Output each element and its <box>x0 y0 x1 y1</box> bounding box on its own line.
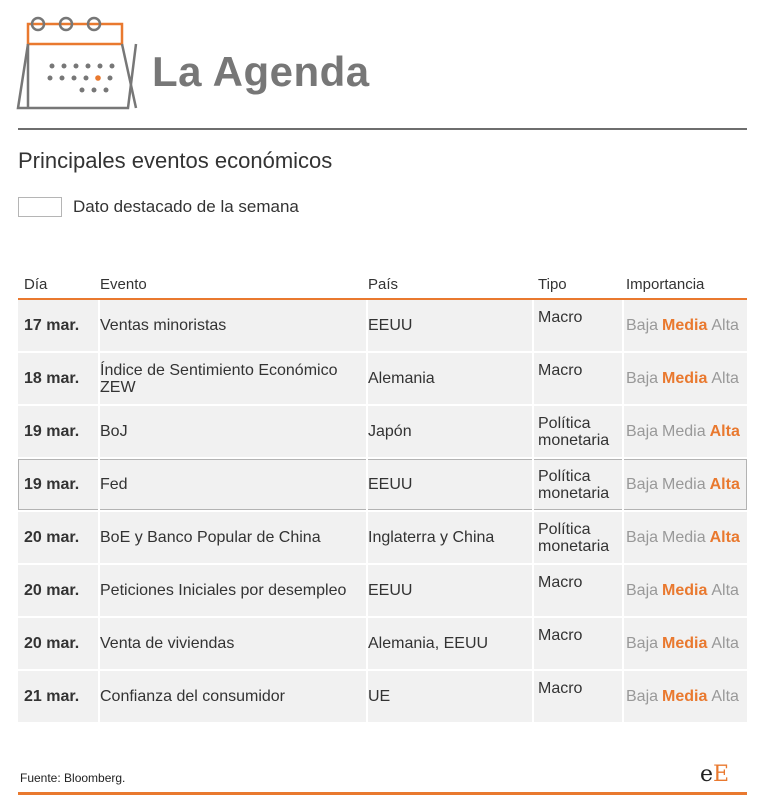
cell-dia: 19 mar. <box>24 476 80 493</box>
importance-level: Baja <box>626 317 659 334</box>
cell-tipo: Macro <box>538 680 583 697</box>
importance-level: Baja <box>626 423 659 440</box>
table-row <box>18 565 747 616</box>
column-separator <box>622 406 624 457</box>
column-separator <box>98 353 100 404</box>
cell-importancia <box>626 353 746 404</box>
cell-pais: EEUU <box>368 317 413 334</box>
calendar-icon <box>14 12 140 116</box>
cell-tipo: Macro <box>538 574 583 591</box>
importance-level: Alta <box>711 317 739 334</box>
cell-tipo: Política monetaria <box>538 521 610 555</box>
cell-dia: 19 mar. <box>24 423 80 440</box>
cell-tipo: Macro <box>538 362 583 379</box>
legend-swatch <box>18 197 62 217</box>
importance-level: Alta <box>711 582 739 599</box>
column-separator <box>532 459 534 510</box>
column-separator <box>98 565 100 616</box>
cell-importancia <box>626 300 746 351</box>
column-separator <box>98 618 100 669</box>
cell-dia: 20 mar. <box>24 529 80 546</box>
column-separator <box>98 671 100 722</box>
cell-importancia <box>626 565 746 616</box>
cell-importancia <box>626 512 746 563</box>
column-separator <box>98 512 100 563</box>
importance-level: Media <box>662 688 708 705</box>
importance-level: Baja <box>626 582 659 599</box>
header <box>0 0 770 128</box>
cell-importancia <box>626 618 746 669</box>
cell-pais: EEUU <box>368 582 413 599</box>
column-header-tipo: Tipo <box>538 276 567 293</box>
importance-level: Media <box>662 582 708 599</box>
publisher-logo <box>700 762 729 787</box>
importance-level: Media <box>662 423 706 440</box>
cell-evento: BoJ <box>100 423 128 440</box>
page-title: La Agenda <box>152 48 370 95</box>
cell-pais: UE <box>368 688 391 705</box>
importance-level: Baja <box>626 476 659 493</box>
importance-level: Alta <box>711 370 739 387</box>
column-separator <box>622 353 624 404</box>
cell-tipo: Política monetaria <box>538 415 610 449</box>
column-separator <box>366 406 368 457</box>
legend <box>18 195 299 219</box>
column-separator <box>366 353 368 404</box>
table-row <box>18 512 747 563</box>
importance-level: Baja <box>626 688 659 705</box>
importance-level: Alta <box>711 635 739 652</box>
column-separator <box>622 618 624 669</box>
importance-level: Alta <box>709 529 740 546</box>
legend-label: Dato destacado de la semana <box>73 197 299 216</box>
column-separator <box>532 512 534 563</box>
source-note: Fuente: Bloomberg. <box>20 771 126 785</box>
cell-pais: Alemania, EEUU <box>368 635 489 652</box>
events-table <box>18 270 747 722</box>
cell-pais: Alemania <box>368 370 435 387</box>
cell-evento: BoE y Banco Popular de China <box>100 529 321 546</box>
column-separator <box>366 459 368 510</box>
importance-level: Alta <box>709 476 740 493</box>
column-separator <box>98 406 100 457</box>
table-header <box>18 270 747 300</box>
column-separator <box>622 459 624 510</box>
importance-level: Baja <box>626 635 659 652</box>
section-title: Principales eventos económicos <box>18 148 333 173</box>
importance-level: Media <box>662 317 708 334</box>
logo-small-letter: e <box>700 762 714 787</box>
column-separator <box>98 459 100 510</box>
importance-level: Media <box>662 476 706 493</box>
column-header-importancia: Importancia <box>626 276 705 293</box>
cell-dia: 17 mar. <box>24 317 80 334</box>
table-row <box>18 300 747 351</box>
cell-pais: Inglaterra y China <box>368 529 495 546</box>
importance-level: Baja <box>626 529 659 546</box>
cell-pais: Japón <box>368 423 412 440</box>
table-row <box>18 618 747 669</box>
table-row <box>18 671 747 722</box>
cell-evento: Índice de Sentimiento Económico ZEW <box>100 361 338 396</box>
cell-importancia <box>626 671 746 722</box>
column-separator <box>532 300 534 351</box>
column-separator <box>532 353 534 404</box>
column-header-evento: Evento <box>100 276 147 293</box>
importance-level: Alta <box>711 688 739 705</box>
table-row <box>18 353 747 404</box>
column-separator <box>366 671 368 722</box>
column-separator <box>532 618 534 669</box>
footer-divider <box>18 792 747 795</box>
column-separator <box>366 565 368 616</box>
cell-evento: Peticiones Iniciales por desempleo <box>100 582 347 599</box>
column-separator <box>366 300 368 351</box>
column-header-pais: País <box>368 276 399 293</box>
column-separator <box>532 671 534 722</box>
cell-evento: Confianza del consumidor <box>100 688 285 705</box>
importance-level: Media <box>662 370 708 387</box>
cell-evento: Ventas minoristas <box>100 317 227 334</box>
logo-big-letter: E <box>713 762 730 787</box>
column-separator <box>532 406 534 457</box>
column-header-dia: Día <box>24 276 48 293</box>
cell-tipo: Macro <box>538 627 583 644</box>
table-body <box>18 300 747 722</box>
cell-dia: 20 mar. <box>24 582 80 599</box>
cell-dia: 20 mar. <box>24 635 80 652</box>
importance-level: Alta <box>709 423 740 440</box>
column-separator <box>366 618 368 669</box>
cell-importancia <box>626 459 746 510</box>
header-divider <box>18 128 747 130</box>
cell-tipo: Macro <box>538 309 583 326</box>
column-separator <box>366 512 368 563</box>
cell-evento: Fed <box>100 476 128 493</box>
column-separator <box>622 512 624 563</box>
cell-importancia <box>626 406 746 457</box>
cell-tipo: Política monetaria <box>538 468 610 502</box>
column-separator <box>622 565 624 616</box>
table-row <box>18 459 747 510</box>
column-separator <box>622 671 624 722</box>
table-row <box>18 406 747 457</box>
column-separator <box>98 300 100 351</box>
cell-dia: 18 mar. <box>24 370 80 387</box>
column-separator <box>622 300 624 351</box>
cell-pais: EEUU <box>368 476 413 493</box>
importance-level: Media <box>662 635 708 652</box>
column-separator <box>532 565 534 616</box>
importance-level: Baja <box>626 370 659 387</box>
importance-level: Media <box>662 529 706 546</box>
cell-evento: Venta de viviendas <box>100 635 235 652</box>
cell-dia: 21 mar. <box>24 688 80 705</box>
